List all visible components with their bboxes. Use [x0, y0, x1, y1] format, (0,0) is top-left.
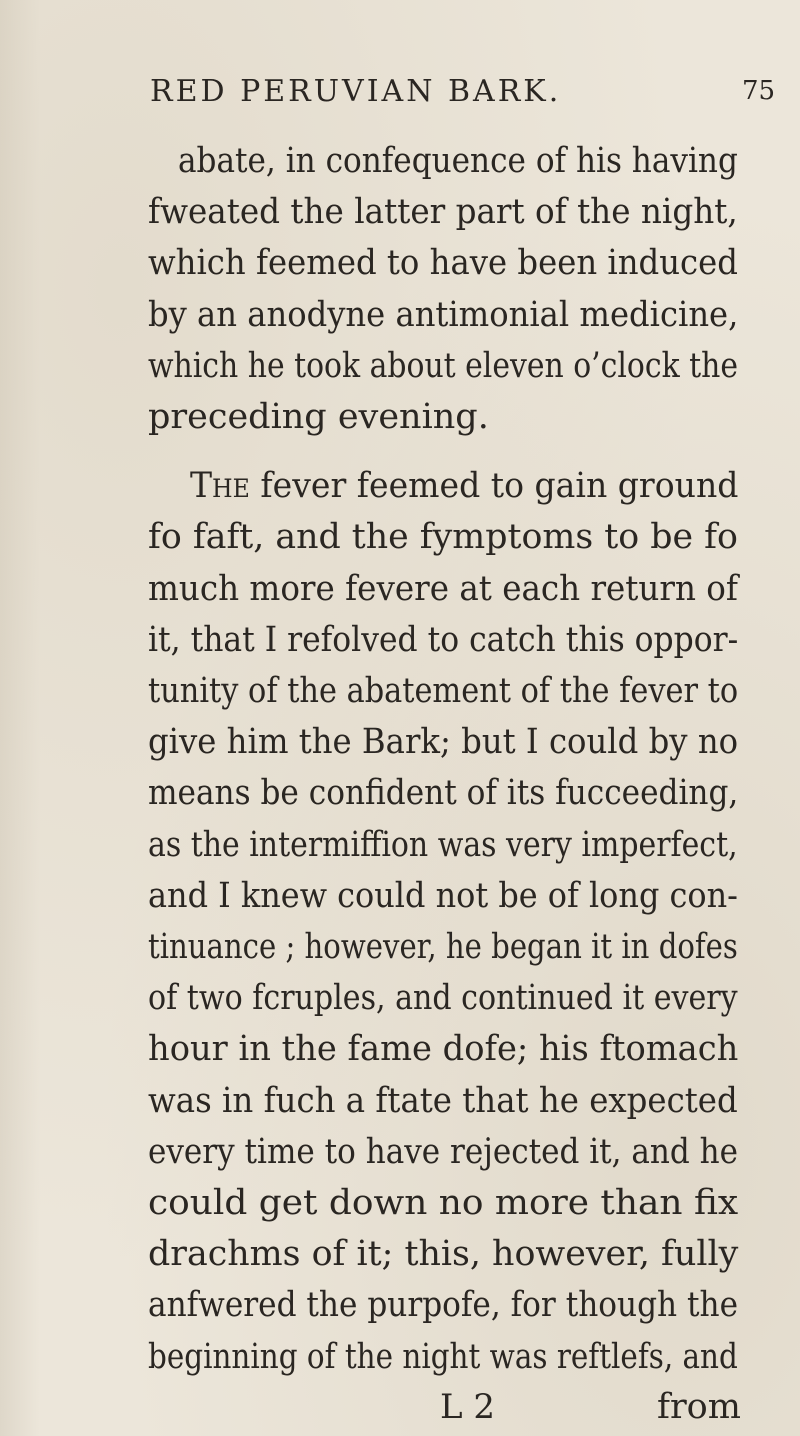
page-number: 75	[742, 76, 776, 106]
text-line: and I knew could not be of long con-	[148, 876, 738, 916]
text-line: by an anodyne antimonial medicine,	[148, 295, 739, 335]
text-line: fweated the latter part of the night,	[148, 192, 738, 232]
text-line: means be confident of its fucceeding,	[148, 773, 739, 813]
text-line: every time to have rejected it, and he	[148, 1132, 739, 1172]
text-line: of two fcruples, and continued it every	[148, 978, 738, 1018]
text-line: tinuance ; however, he began it in dofes	[148, 927, 738, 967]
text-line: was in fuch a ftate that he expected	[148, 1081, 738, 1121]
text-line: beginning of the night was reftlefs, and	[148, 1337, 738, 1377]
text-line: much more fevere at each return of	[148, 569, 738, 609]
first-line-text: fever feemed to gain ground	[249, 466, 739, 506]
text-line: preceding evening.	[148, 397, 489, 437]
text-line: which he took about eleven o’clock the	[148, 346, 739, 386]
text-line: fo faft, and the fymptoms to be fo	[148, 517, 738, 557]
text-line: hour in the fame dofe; his ftomach	[148, 1029, 739, 1069]
text-line: drachms of it; this, however, fully	[148, 1234, 739, 1274]
text-line: as the intermiffion was very imperfect,	[148, 825, 738, 865]
signature-mark: L 2	[440, 1387, 496, 1427]
lead-word: The	[190, 466, 250, 506]
text-line: could get down no more than fix	[148, 1183, 739, 1223]
text-line: anfwered the purpofe, for though the	[148, 1285, 739, 1325]
text-line: it, that I refolved to catch this oppor-	[148, 620, 739, 660]
text-line: abate, in confequence of his having	[178, 141, 738, 181]
paragraph-first-line	[190, 465, 738, 507]
text-line: which feemed to have been induced	[148, 243, 738, 283]
running-head: RED PERUVIAN BARK.	[150, 74, 562, 109]
catchword: from	[657, 1387, 741, 1427]
text-line: tunity of the abatement of the fever to	[148, 671, 739, 711]
text-line: give him the Bark; but I could by no	[148, 722, 739, 762]
